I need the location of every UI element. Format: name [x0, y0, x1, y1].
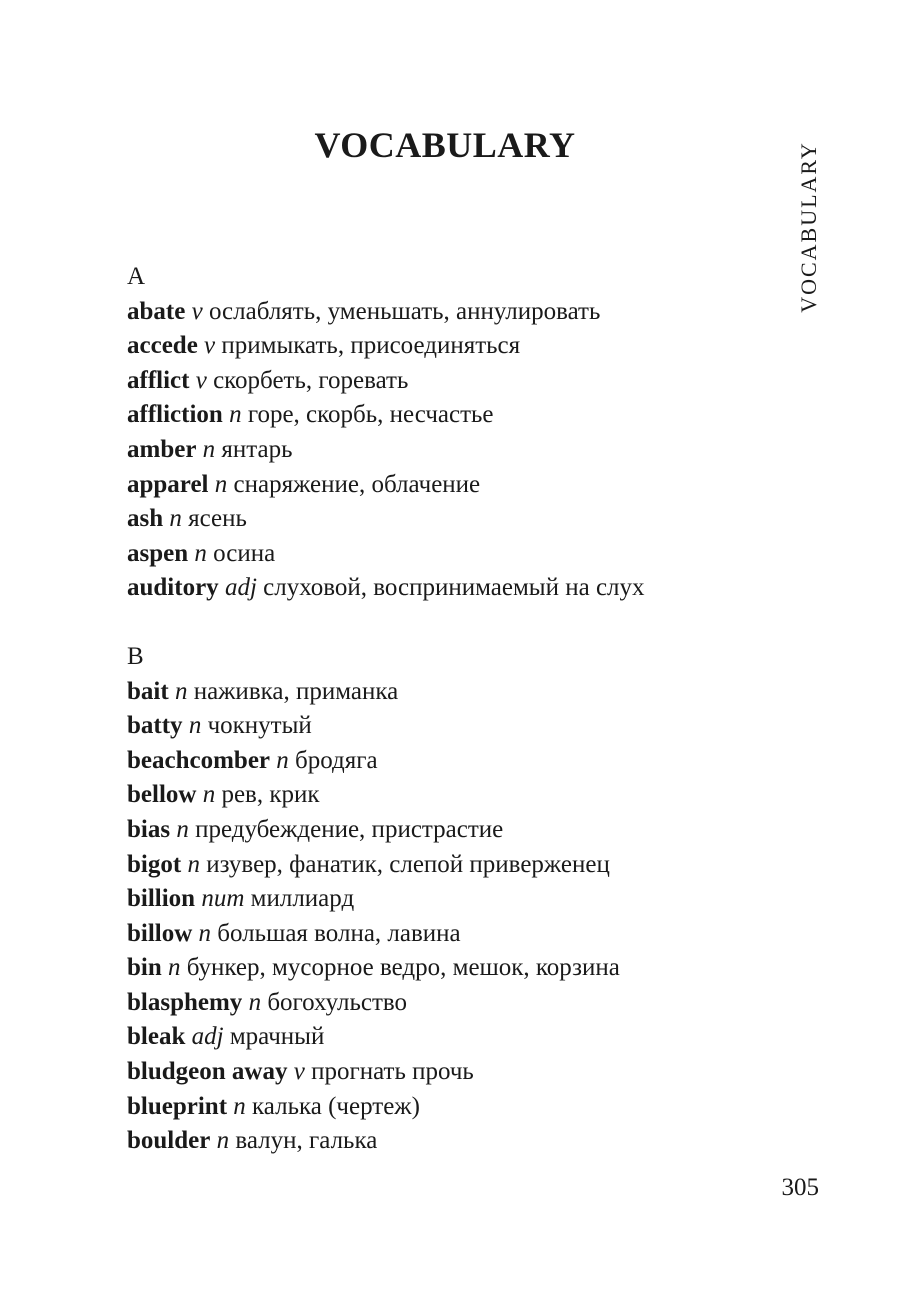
- vocab-entry: [127, 917, 787, 952]
- entry-pos: num: [201, 885, 245, 913]
- entry-word: boulder: [127, 1127, 211, 1155]
- vocab-entry: [127, 986, 787, 1021]
- running-head: [783, 134, 835, 320]
- entry-translation: янтарь: [221, 435, 293, 463]
- vocab-entry: [127, 1055, 787, 1090]
- vocab-entry: [127, 882, 787, 917]
- entry-pos: v: [204, 332, 216, 360]
- vocab-entry: [127, 744, 787, 779]
- entry-pos: n: [198, 919, 212, 947]
- entry-pos: n: [169, 505, 182, 533]
- vocab-entry: [127, 951, 787, 986]
- entry-word: billow: [127, 919, 193, 947]
- entry-word: aspen: [127, 539, 189, 567]
- entry-translation: изувер, фанатик, слепой приверженец: [206, 850, 610, 878]
- page-title: VOCABULARY: [314, 125, 576, 165]
- entry-translation: мрачный: [229, 1023, 325, 1051]
- entry-word: bigot: [127, 850, 182, 878]
- entry-word: affliction: [127, 401, 223, 429]
- entry-translation: валун, галька: [235, 1127, 378, 1155]
- entry-translation: ослаблять, уменьшать, аннулировать: [208, 297, 601, 325]
- vocabulary-list: [127, 260, 787, 1159]
- section-a: [127, 260, 787, 606]
- entry-translation: снаряжение, облачение: [233, 470, 481, 498]
- entry-word: bludgeon away: [127, 1058, 288, 1086]
- vocab-entry: [127, 709, 787, 744]
- entry-pos: n: [168, 954, 181, 982]
- entry-word: billion: [127, 885, 196, 913]
- running-head-text: VOCABULARY: [796, 141, 822, 313]
- entry-pos: n: [229, 401, 242, 429]
- entry-word: beachcomber: [127, 746, 271, 774]
- entry-word: accede: [127, 332, 198, 360]
- entry-word: afflict: [127, 366, 190, 394]
- entry-translation: калька (чертеж): [252, 1092, 420, 1120]
- entry-word: bleak: [127, 1023, 186, 1051]
- entry-pos: adj: [224, 574, 257, 602]
- entry-pos: n: [188, 712, 202, 740]
- entry-pos: n: [187, 850, 200, 878]
- entry-translation: бункер, мусорное ведро, мешок, корзина: [186, 954, 620, 982]
- vocab-entry: [127, 295, 787, 330]
- vocab-entry: [127, 329, 787, 364]
- entry-translation: примыкать, присоединяться: [221, 332, 521, 360]
- entry-pos: n: [276, 746, 289, 774]
- entry-translation: богохульство: [267, 988, 408, 1016]
- vocab-entry: [127, 778, 787, 813]
- vocab-entry: [127, 571, 787, 606]
- entry-translation: ясень: [188, 505, 247, 533]
- entry-pos: v: [293, 1058, 305, 1086]
- entry-word: bellow: [127, 781, 197, 809]
- entry-translation: наживка, приманка: [193, 677, 399, 705]
- entry-word: auditory: [127, 574, 219, 602]
- entry-pos: n: [202, 781, 216, 809]
- vocab-entry: [127, 1090, 787, 1125]
- entry-pos: v: [191, 297, 203, 325]
- entry-translation: рев, крик: [221, 781, 320, 809]
- entry-word: blasphemy: [127, 988, 243, 1016]
- vocab-entry: [127, 1020, 787, 1055]
- vocab-entry: [127, 398, 787, 433]
- entry-pos: n: [202, 435, 216, 463]
- entry-translation: большая волна, лавина: [217, 919, 461, 947]
- entry-pos: adj: [191, 1023, 224, 1051]
- entry-word: ash: [127, 505, 164, 533]
- entry-pos: n: [233, 1092, 246, 1120]
- section-letter: A: [127, 263, 146, 290]
- entry-pos: n: [194, 539, 207, 567]
- vocab-entry: [127, 502, 787, 537]
- section-letter: B: [127, 642, 144, 670]
- entry-word: amber: [127, 435, 197, 463]
- entry-word: blueprint: [127, 1092, 228, 1120]
- entry-pos: n: [176, 815, 189, 843]
- vocab-entry: [127, 813, 787, 848]
- entry-translation: осина: [213, 539, 276, 567]
- vocab-entry: [127, 468, 787, 503]
- entry-pos: n: [174, 677, 188, 705]
- section-b: [127, 640, 787, 1159]
- entry-translation: слуховой, воспринимаемый на слух: [263, 574, 645, 602]
- vocab-entry: [127, 1124, 787, 1159]
- entry-translation: скорбеть, горевать: [213, 366, 409, 394]
- entry-word: bait: [127, 677, 169, 705]
- entry-translation: миллиард: [250, 885, 355, 913]
- entry-translation: предубеждение, пристрастие: [195, 815, 504, 843]
- vocab-entry: [127, 848, 787, 883]
- entry-pos: v: [195, 366, 207, 394]
- vocab-entry: [127, 675, 787, 710]
- entry-translation: горе, скорбь, несчастье: [247, 401, 494, 429]
- entry-word: apparel: [127, 470, 209, 498]
- vocab-entry: [127, 433, 787, 468]
- entry-word: bias: [127, 815, 171, 843]
- entry-word: batty: [127, 712, 183, 740]
- entry-pos: n: [214, 470, 228, 498]
- vocab-entry: [127, 364, 787, 399]
- entry-pos: n: [216, 1127, 230, 1155]
- vocab-entry: [127, 537, 787, 572]
- entry-translation: чокнутый: [207, 712, 312, 740]
- entry-word: bin: [127, 954, 162, 982]
- entry-word: abate: [127, 297, 186, 325]
- entry-translation: прогнать прочь: [311, 1058, 474, 1086]
- entry-pos: n: [248, 988, 262, 1016]
- entry-translation: бродяга: [295, 746, 378, 774]
- page-number: 305: [781, 1174, 819, 1201]
